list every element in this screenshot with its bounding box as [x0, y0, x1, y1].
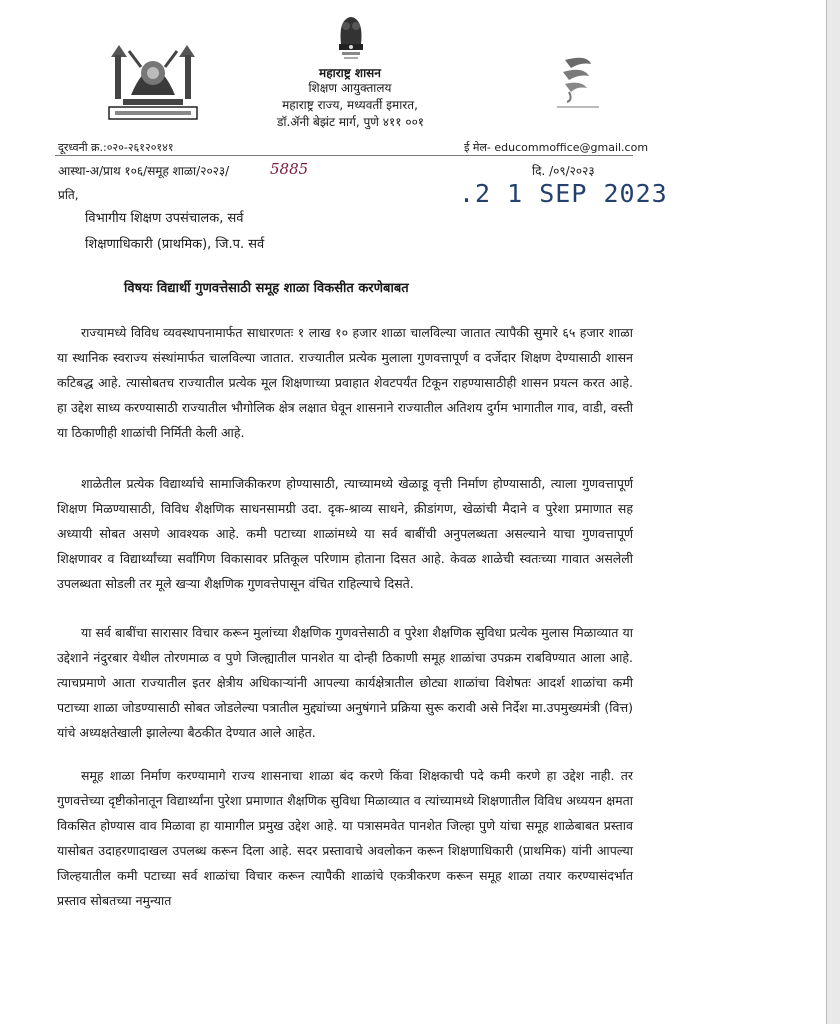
body-paragraph-2: शाळेतील प्रत्येक विद्यार्थ्याचे सामाजिकीकरण होण्यासाठी, त्याच्यामध्ये खेळाडू वृत्ती निर्माण होण्यासाठी, त्याला गुणवत्तापूर्ण शिक्षण मिळण्यासाठी, विविध शैक्षणिक साधनसामग्री उदा. दृक-श्राव्य साधने, क्रीडांगण, खेळांची मैदाने व पुरेशा प्रमाणात सह अध्यायी सोबत असणे आवश्यक आहे. कमी पटाच्या शाळांमध्ये या सर्व बाबींची अनुपलब्धता असल्याने याचा गुणवत्तापूर्ण शिक्षणावर व विद्यार्थ्यांच्या सर्वांगिण विकासावर प्रतिकूल परिणाम होताना दिसत आहे. केवळ शाळेची स्वतःच्या गावात असलेली उपलब्धता सोडली तर मूले खऱ्या शैक्षणिक गुणवत्तेपासून वंचित राहिल्याचे दिसते. — [57, 476, 633, 591]
handwritten-reference-number: 5885 — [270, 160, 309, 178]
office-name: शिक्षण आयुक्तालय — [308, 81, 392, 95]
body-paragraph-1: राज्यामध्ये विविध व्यवस्थापनामार्फत साधारणतः १ लाख १० हजार शाळा चालविल्या जातात त्यापैकी सुमारे ६५ हजार शाळा या स्थानिक स्वराज्य संस्थांमार्फत चालविल्या जातात. राज्यातील प्रत्येक मुलाला गुणवत्तापूर्ण व दर्जेदार शिक्षण देण्यासाठी शासन कटिबद्ध आहे. त्यासोबतच राज्यातील प्रत्येक मूल शिक्षणाच्या प्रवाहात शेवटपर्यंत टिकून राहण्यासाठीही शासन प्रयत्न करत आहे. हा उद्देश साध्य करण्यासाठी राज्यातील भौगोलिक क्षेत्र लक्षात घेवून शासनाने राज्यातील अतिशय दुर्गम भागातील गाव, वाडी, वस्ती या ठिकाणीही शाळांची निर्मिती केली आहे. — [57, 325, 633, 440]
phone-number: दूरध्वनी क्र.:०२०-२६१२०१४१ — [58, 141, 174, 154]
office-address-line1: महाराष्ट्र राज्य, मध्यवर्ती इमारत, — [282, 98, 418, 112]
state-seal-emblem — [101, 37, 205, 123]
date-stamp: .2 1 SEP 2023 — [459, 179, 668, 208]
letter-subject: विषयः विद्यार्थी गुणवत्तेसाठी समूह शाळा विकसीत करणेबाबत — [124, 281, 409, 296]
government-name: महाराष्ट्र शासन — [319, 66, 381, 80]
recipient-line1: विभागीय शिक्षण उपसंचालक, सर्व — [85, 211, 244, 226]
email-address: ई मेल- educommoffice@gmail.com — [464, 141, 649, 154]
body-paragraph-4: समूह शाळा निर्माण करण्यामागे राज्य शासनाचा शाळा बंद करणे किंवा शिक्षकाची पदे कमी करणे हा उद्देश नाही. तर गुणवत्तेच्या दृष्टीकोनातून विद्यार्थ्यांना पुरेशा प्रमाणात शैक्षणिक सुविधा मिळाव्यात व त्यांच्यामध्ये शिक्षणातील विविध अध्ययन क्षमता विकसित होण्यास वाव मिळावा हा यामागील प्रमुख उद्देश आहे. या पत्रासमवेत पानशेत जिल्हा पुणे यांचा समूह शाळेबाबत प्रस्ताव यासोबत उदाहरणादाखल उपलब्ध करून दिला आहे. सदर प्रस्तावाचे अवलोकन करून शिक्षणाधिकारी (प्राथमिक) यांनी आपल्या जिल्हयातील कमी पटाच्या सर्व शाळांचा विचार करून त्यापैकी शाळांचे एकत्रीकरण करून समूह शाळा तयार करण्यासंदर्भात प्रस्ताव सोबतच्या नमुन्यात — [57, 768, 633, 908]
education-department-logo — [543, 52, 613, 112]
recipient-line2: शिक्षणाधिकारी (प्राथमिक), जि.प. सर्व — [85, 237, 265, 252]
viewer-scroll-edge[interactable] — [826, 0, 840, 1024]
header-divider — [55, 155, 633, 156]
reference-number: आस्था-अ/प्राथ १०६/समूह शाळा/२०२३/ — [58, 164, 230, 178]
body-paragraph-3: या सर्व बाबींचा सारासार विचार करून मुलांच्या शैक्षणिक गुणवत्तेसाठी व पुरेशा शैक्षणिक सुविधा प्रत्येक मुलास मिळाव्यात या उद्देशाने नंदुरबार येथील तोरणमाळ व पुणे जिल्ह्यातील पानशेत या दोन्ही ठिकाणी समूह शाळांचा उपक्रम राबविण्यात आला आहे. त्याचप्रमाणे आता राज्यातील इतर क्षेत्रीय अधिकाऱ्यांनी आपल्या कार्यक्षेत्रातील छोट्या शाळांचा विशेषतः आदर्श शाळांचा कमी पटाच्या शाळा जोडण्यासाठी सोबत जोडलेल्या पत्रातील मुद्द्यांच्या अनुषंगाने प्रक्रिया सुरू करावी असे निर्देश मा.उपमुख्यमंत्री (वित्त) यांचे अध्यक्षतेखाली झालेल्या बैठकीत देण्यात आले आहेत. — [57, 625, 633, 740]
national-emblem — [333, 12, 369, 64]
letter-date: दि. /०९/२०२३ — [532, 164, 595, 178]
salutation-prati: प्रति, — [58, 188, 79, 202]
office-address-line2: डॉ.ॲनी बेझंट मार्ग, पुणे ४११ ००१ — [276, 115, 425, 129]
